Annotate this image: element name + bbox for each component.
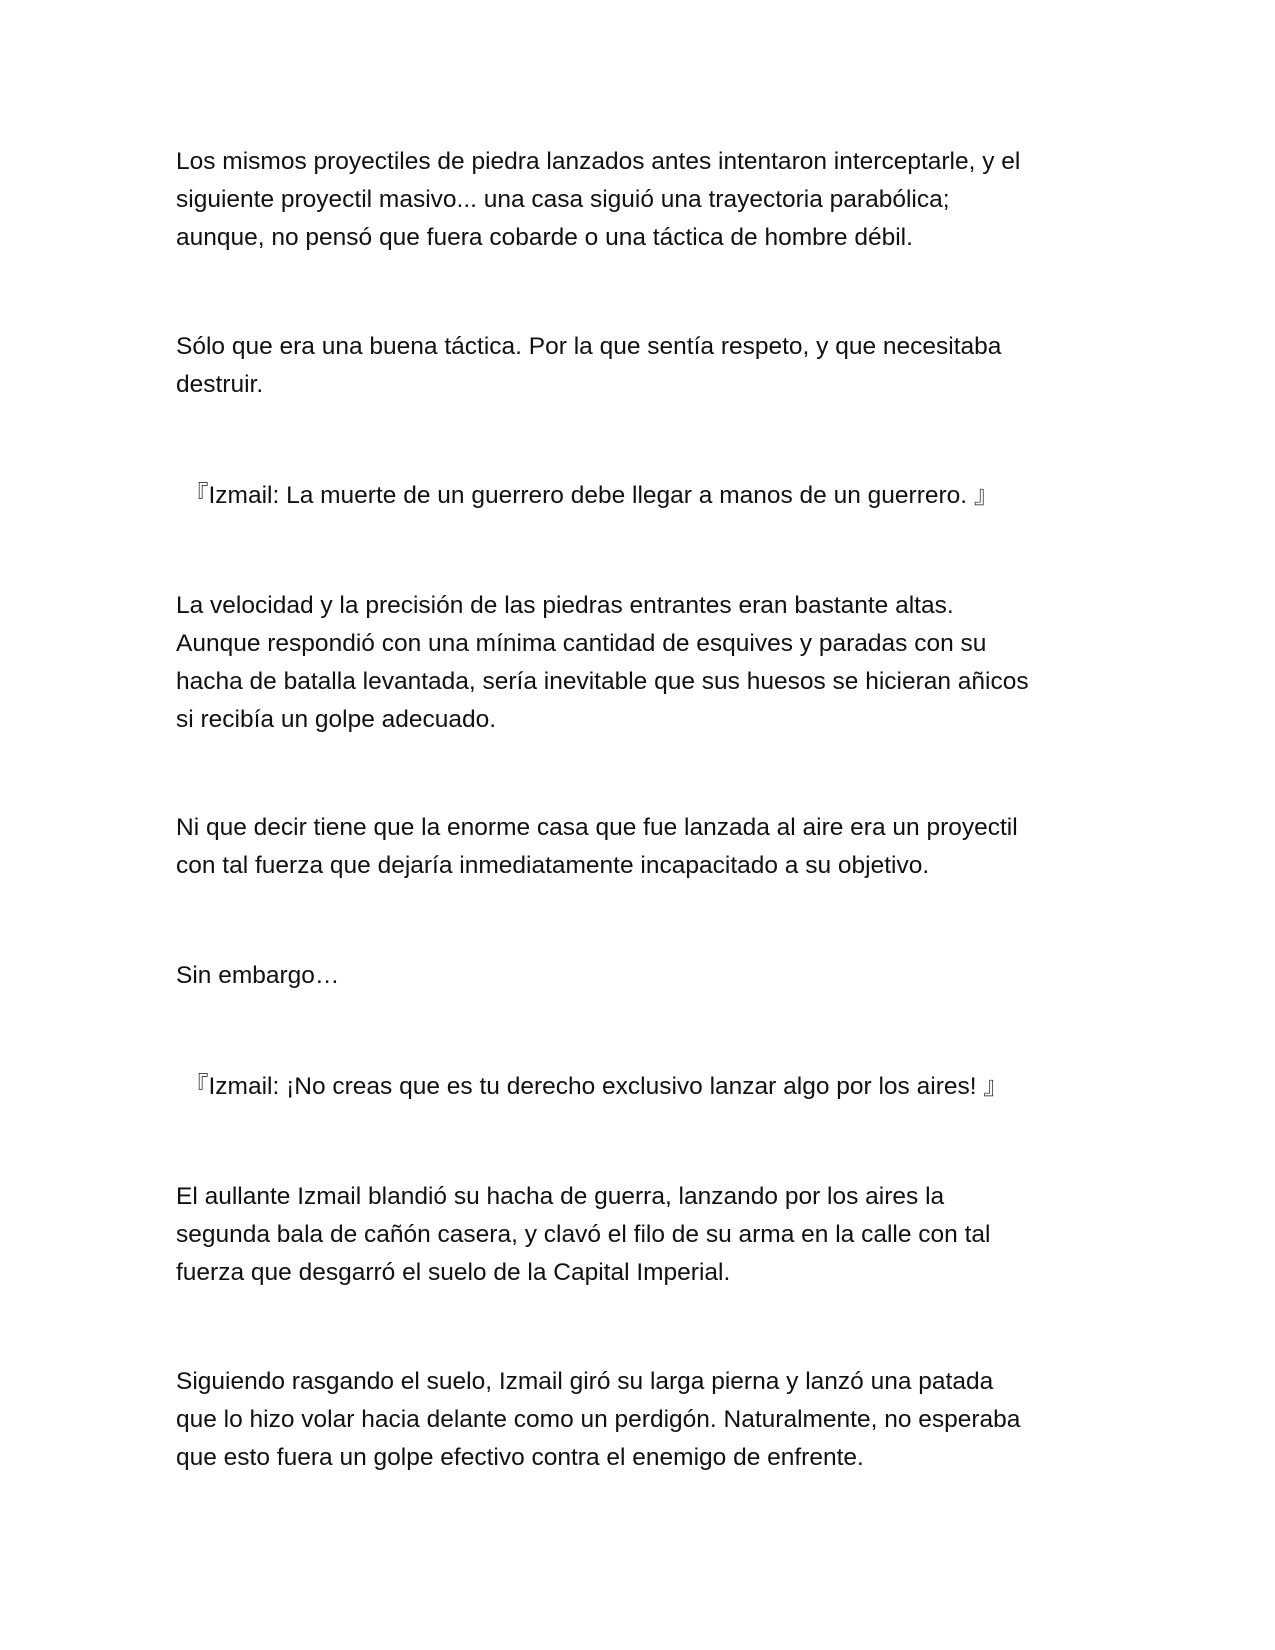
text-line: El aullante Izmail blandió su hacha de guerra, lanzando por los aires la <box>176 1183 945 1210</box>
text-line: Sin embargo… <box>176 962 340 989</box>
text-line: hacha de batalla levantada, sería inevitable que sus huesos se hicieran añicos <box>176 668 1029 695</box>
text-line: destruir. <box>176 371 264 398</box>
paragraph-1 <box>176 143 1106 257</box>
text-line: aunque, no pensó que fuera cobarde o una táctica de hombre débil. <box>176 224 913 251</box>
dialogue-quote-1: 『Izmail: La muerte de un guerrero debe llegar a manos de un guerrero. 』 <box>184 482 999 509</box>
paragraph-7 <box>176 1363 1106 1477</box>
dialogue-quote-2: 『Izmail: ¡No creas que es tu derecho exclusivo lanzar algo por los aires! 』 <box>184 1073 1008 1100</box>
text-line: siguiente proyectil masivo... una casa siguió una trayectoria parabólica; <box>176 186 950 213</box>
text-line: que esto fuera un golpe efectivo contra el enemigo de enfrente. <box>176 1444 864 1471</box>
text-line: segunda bala de cañón casera, y clavó el filo de su arma en la calle con tal <box>176 1221 991 1248</box>
text-line: Los mismos proyectiles de piedra lanzados antes intentaron interceptarle, y el <box>176 148 1021 175</box>
paragraph-6 <box>176 1178 1106 1292</box>
text-line: Ni que decir tiene que la enorme casa que fue lanzada al aire era un proyectil <box>176 814 1018 841</box>
text-line: Sólo que era una buena táctica. Por la que sentía respeto, y que necesitaba <box>176 333 1002 360</box>
text-line: Aunque respondió con una mínima cantidad de esquives y paradas con su <box>176 630 987 657</box>
text-line: que lo hizo volar hacia delante como un perdigón. Naturalmente, no esperaba <box>176 1406 1021 1433</box>
paragraph-2 <box>176 328 1106 404</box>
text-line: fuerza que desgarró el suelo de la Capital Imperial. <box>176 1259 731 1286</box>
text-line: con tal fuerza que dejaría inmediatamente incapacitado a su objetivo. <box>176 852 930 879</box>
text-line: Siguiendo rasgando el suelo, Izmail giró su larga pierna y lanzó una patada <box>176 1368 994 1395</box>
text-line: si recibía un golpe adecuado. <box>176 706 497 733</box>
paragraph-3 <box>176 587 1106 739</box>
paragraph-4 <box>176 809 1106 885</box>
paragraph-5 <box>176 957 1106 995</box>
text-line: La velocidad y la precisión de las piedras entrantes eran bastante altas. <box>176 592 954 619</box>
